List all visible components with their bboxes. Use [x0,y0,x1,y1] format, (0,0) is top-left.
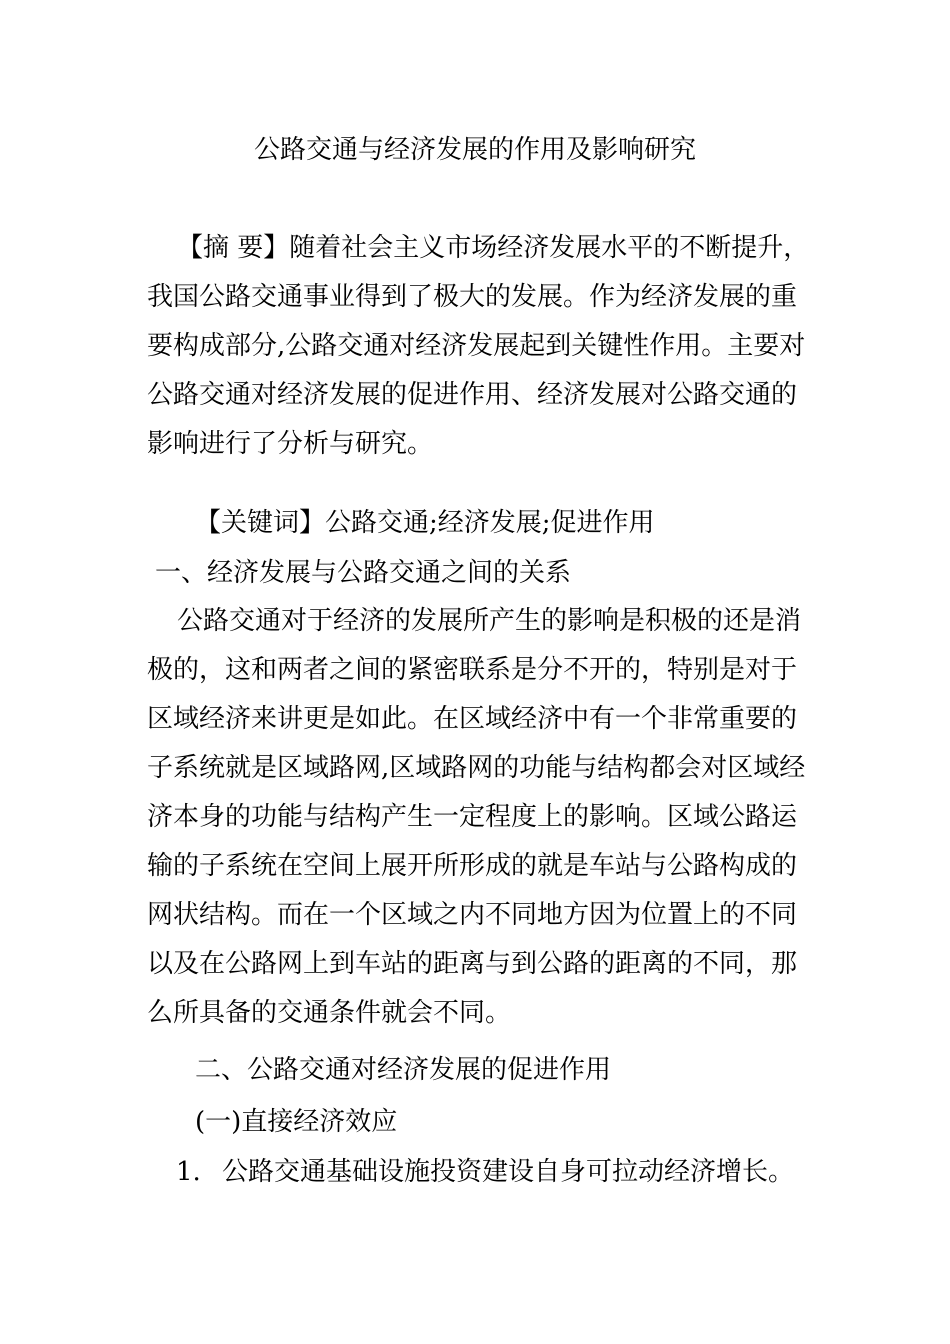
abstract-line: 公路交通对经济发展的促进作用、经济发展对公路交通的 [147,380,798,410]
body-line: 么所具备的交通条件就会不同。 [147,998,512,1028]
body-line: 公路交通对于经济的发展所产生的影响是积极的还是消 [177,606,802,636]
abstract-line: 影响进行了分析与研究。 [147,429,434,459]
abstract-line: 要构成部分,公路交通对经济发展起到关键性作用。主要对 [147,331,806,361]
abstract-line: 【摘 要】随着社会主义市场经济发展水平的不断提升， [177,233,810,263]
list-item [0,1154,950,1190]
abstract-line: 我国公路交通事业得到了极大的发展。作为经济发展的重 [147,282,798,312]
list-item-text: 公路交通基础设施投资建设自身可拉动经济增长。 [222,1157,795,1187]
body-line: 输的子系统在空间上展开所形成的就是车站与公路构成的 [147,851,798,881]
section1-paragraph [147,597,807,1038]
section-heading-promotion: 二、公路交通对经济发展的促进作用 [195,1055,612,1085]
body-line: 网状结构。而在一个区域之内不同地方因为位置上的不同 [147,900,798,930]
subsection-heading-direct-effect: (一)直接经济效应 [195,1107,398,1137]
abstract-paragraph [147,224,810,469]
section-heading-relationship: 一、经济发展与公路交通之间的关系 [155,558,572,588]
body-line: 极的，这和两者之间的紧密联系是分不开的，特别是对于 [147,655,798,685]
body-line: 区域经济来讲更是如此。在区域经济中有一个非常重要的 [147,704,798,734]
document-title: 公路交通与经济发展的作用及影响研究 [253,135,696,165]
body-line: 以及在公路网上到车站的距离与到公路的距离的不同，那 [147,949,798,979]
body-line: 济本身的功能与结构产生一定程度上的影响。区域公路运 [147,802,798,832]
keywords-line: 【关键词】公路交通;经济发展;促进作用 [195,508,655,538]
list-item-number: 1. [176,1157,201,1187]
body-line: 子系统就是区域路网,区域路网的功能与结构都会对区域经 [147,753,806,783]
